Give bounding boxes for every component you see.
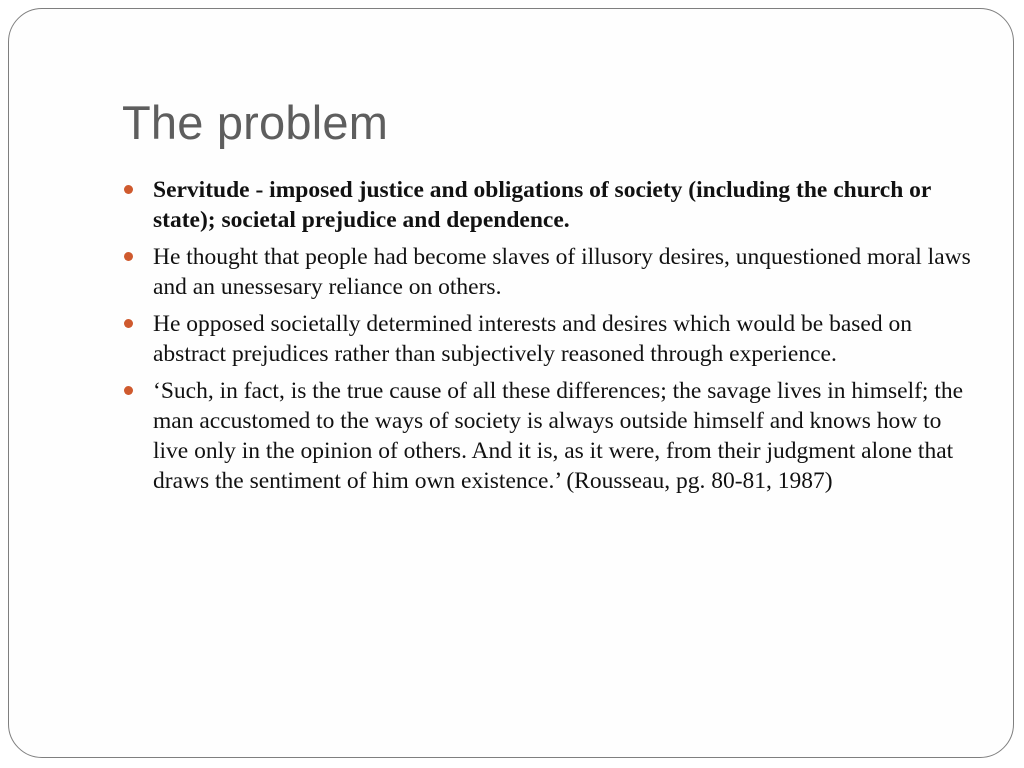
bullet-dot-icon <box>124 252 133 261</box>
bullet-text: Servitude - imposed justice and obligations of society (including the church or state); societal prejudice and dependence. <box>153 177 931 233</box>
slide-title: The problem <box>122 96 389 149</box>
bullet-item <box>122 309 972 369</box>
bullet-item <box>122 175 972 235</box>
slide <box>8 8 1014 758</box>
bullet-text: He opposed societally determined interests and desires which would be based on abstract prejudices rather than subjectively reasoned through experience. <box>153 311 912 367</box>
bullet-item <box>122 242 972 302</box>
bullet-list <box>122 175 972 503</box>
bullet-item <box>122 376 972 496</box>
bullet-text: He thought that people had become slaves of illusory desires, unquestioned moral laws and an unessesary reliance on others. <box>153 244 971 300</box>
bullet-dot-icon <box>124 185 133 194</box>
bullet-dot-icon <box>124 386 133 395</box>
bullet-text: ‘Such, in fact, is the true cause of all these differences; the savage lives in himself; the man accustomed to the ways of society is always outside himself and knows how to live only in the opinion of others. And it is, as it were, from their judgment alone that draws the sentiment of him own existence.’ (Rousseau, pg. 80-81, 1987) <box>153 378 964 494</box>
bullet-dot-icon <box>124 319 133 328</box>
